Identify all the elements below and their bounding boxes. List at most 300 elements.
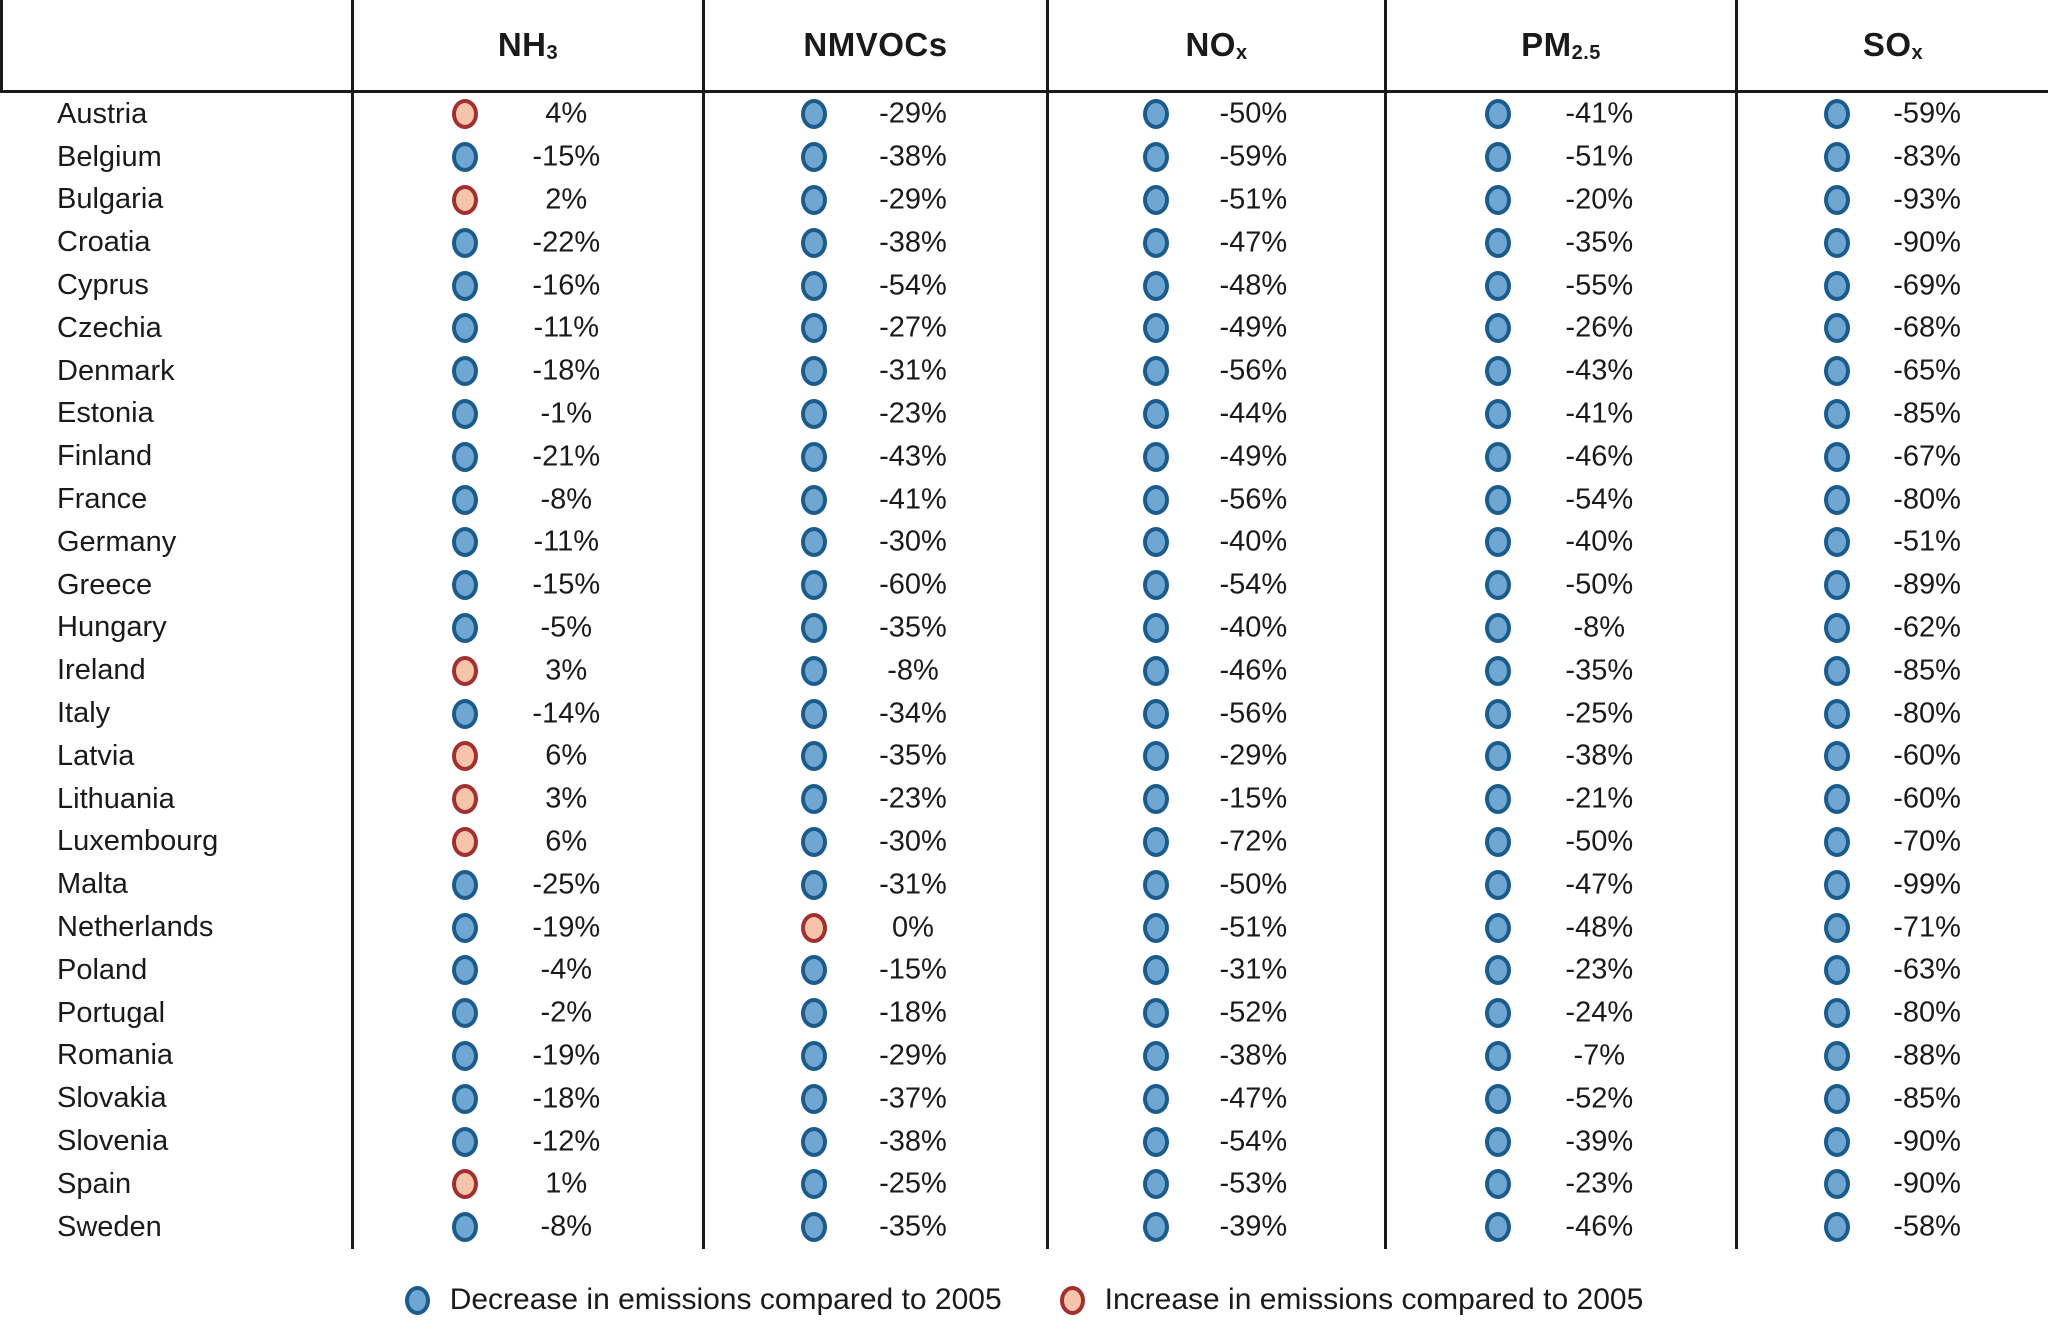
- emission-value: -51%: [1565, 140, 1634, 173]
- emission-value: -39%: [1219, 1210, 1288, 1243]
- emission-cell: [1735, 93, 2048, 136]
- table-row: [0, 221, 2048, 264]
- emission-cell: [1384, 478, 1735, 521]
- emission-cell: [351, 564, 702, 607]
- emission-value: -38%: [1565, 739, 1634, 772]
- emission-value: -56%: [1219, 697, 1288, 730]
- emission-cell: [702, 350, 1046, 393]
- emission-value: -27%: [879, 311, 947, 344]
- emission-value: -38%: [879, 1125, 947, 1158]
- table-row: [0, 521, 2048, 564]
- country-label: Poland: [57, 953, 148, 986]
- emission-value: -83%: [1893, 140, 1961, 173]
- table-row: [0, 393, 2048, 436]
- emission-cell: [1735, 136, 2048, 179]
- emission-value: 0%: [892, 911, 934, 944]
- country-label: Luxembourg: [57, 825, 219, 858]
- emission-cell: [1384, 863, 1735, 906]
- country-label: Finland: [57, 440, 153, 473]
- emission-cell: [351, 93, 702, 136]
- emission-cell: [702, 521, 1046, 564]
- emission-value: -50%: [1565, 568, 1634, 601]
- emission-value: -7%: [1573, 1039, 1626, 1072]
- emission-cell: [702, 692, 1046, 735]
- emission-value: -22%: [532, 226, 601, 259]
- emission-cell: [1735, 992, 2048, 1035]
- country-label: Sweden: [57, 1210, 162, 1243]
- emission-cell: [1046, 264, 1384, 307]
- emission-value: -41%: [1565, 397, 1634, 430]
- emission-value: -50%: [1219, 97, 1288, 130]
- increase-dot-icon: [1060, 1286, 1085, 1315]
- emission-cell: [1046, 350, 1384, 393]
- emission-cell: [1735, 1163, 2048, 1206]
- emission-value: -8%: [1573, 611, 1626, 644]
- emission-value: 3%: [545, 654, 588, 687]
- emission-value: -60%: [1893, 739, 1961, 772]
- table-row: [0, 992, 2048, 1035]
- column-header-no: NO $_x$: [1046, 0, 1384, 90]
- emission-value: 2%: [545, 183, 588, 216]
- emission-cell: [1046, 307, 1384, 350]
- emission-cell: [1735, 478, 2048, 521]
- emission-cell: [351, 778, 702, 821]
- country-label: Hungary: [57, 611, 167, 644]
- emission-cell: [702, 221, 1046, 264]
- emission-value: 1%: [545, 1167, 588, 1200]
- emission-value: -51%: [1893, 525, 1961, 558]
- legend: [0, 1270, 2048, 1330]
- emission-value: -35%: [1565, 654, 1634, 687]
- emission-cell: [1046, 778, 1384, 821]
- emission-cell: [702, 93, 1046, 136]
- emission-value: 4%: [545, 97, 588, 130]
- table-row: [0, 735, 2048, 778]
- emission-cell: [1384, 992, 1735, 1035]
- emission-cell: [1384, 136, 1735, 179]
- emission-cell: [1384, 264, 1735, 307]
- emission-cell: [702, 607, 1046, 650]
- emission-cell: [1046, 821, 1384, 864]
- table-row: [0, 1163, 2048, 1206]
- emission-value: -23%: [879, 782, 947, 815]
- country-label: Bulgaria: [57, 183, 164, 216]
- emission-value: -69%: [1893, 269, 1961, 302]
- emission-cell: [1735, 1120, 2048, 1163]
- decrease-dot-icon: [405, 1286, 430, 1315]
- emission-value: -72%: [1219, 825, 1288, 858]
- emission-value: -67%: [1893, 440, 1961, 473]
- emission-value: -19%: [532, 911, 601, 944]
- emission-cell: [1046, 478, 1384, 521]
- emission-value: -35%: [879, 739, 947, 772]
- emission-value: -8%: [540, 1210, 593, 1243]
- emission-value: 3%: [545, 782, 588, 815]
- emission-cell: [351, 1120, 702, 1163]
- emission-cell: [702, 1035, 1046, 1078]
- emission-value: -20%: [1565, 183, 1634, 216]
- emission-value: -16%: [532, 269, 601, 302]
- emission-value: -38%: [879, 140, 947, 173]
- emission-cell: [1384, 778, 1735, 821]
- country-label: Slovenia: [57, 1125, 169, 1158]
- table-row: [0, 863, 2048, 906]
- emission-value: -46%: [1219, 654, 1288, 687]
- emission-value: -90%: [1893, 1125, 1961, 1158]
- emission-cell: [1384, 735, 1735, 778]
- emission-cell: [702, 949, 1046, 992]
- emission-value: -31%: [1219, 953, 1288, 986]
- table-row: [0, 136, 2048, 179]
- emission-cell: [702, 136, 1046, 179]
- emission-cell: [1384, 1206, 1735, 1249]
- emission-cell: [702, 1206, 1046, 1249]
- emission-value: -35%: [879, 611, 947, 644]
- emission-cell: [1046, 863, 1384, 906]
- table-row: [0, 179, 2048, 222]
- emission-cell: [1735, 692, 2048, 735]
- emission-value: -90%: [1893, 1167, 1961, 1200]
- emission-value: -54%: [1565, 483, 1634, 516]
- emission-cell: [351, 136, 702, 179]
- emission-value: -46%: [1565, 440, 1634, 473]
- emission-value: -85%: [1893, 397, 1961, 430]
- emission-cell: [1735, 564, 2048, 607]
- emission-value: -24%: [1565, 996, 1634, 1029]
- country-label: Romania: [57, 1039, 174, 1072]
- emission-value: -41%: [1565, 97, 1634, 130]
- table-row: [0, 307, 2048, 350]
- table-row: [0, 564, 2048, 607]
- country-label: Netherlands: [57, 911, 214, 944]
- table-row: [0, 93, 2048, 136]
- emission-cell: [351, 1077, 702, 1120]
- emission-value: -48%: [1565, 911, 1634, 944]
- emission-cell: [1735, 221, 2048, 264]
- emission-value: -43%: [1565, 354, 1634, 387]
- emission-value: -59%: [1893, 97, 1961, 130]
- emission-value: -29%: [879, 183, 947, 216]
- emission-cell: [1384, 350, 1735, 393]
- emission-value: -18%: [532, 1082, 601, 1115]
- emission-cell: [351, 1035, 702, 1078]
- emission-cell: [1735, 521, 2048, 564]
- emission-value: -85%: [1893, 1082, 1961, 1115]
- country-label: France: [57, 483, 148, 516]
- emission-value: -48%: [1219, 269, 1288, 302]
- emission-cell: [1384, 949, 1735, 992]
- emission-cell: [1384, 1163, 1735, 1206]
- emission-cell: [1384, 607, 1735, 650]
- legend-decrease-label: Decrease in emissions compared to 2005: [449, 1283, 1002, 1316]
- emission-cell: [351, 307, 702, 350]
- emission-value: -23%: [879, 397, 947, 430]
- country-label: Greece: [57, 568, 153, 601]
- emission-cell: [351, 179, 702, 222]
- emission-cell: [351, 607, 702, 650]
- emission-value: -71%: [1893, 911, 1961, 944]
- emission-value: -68%: [1893, 311, 1961, 344]
- emission-value: -47%: [1565, 868, 1634, 901]
- emission-value: -47%: [1219, 226, 1288, 259]
- emission-cell: [702, 179, 1046, 222]
- table-row: [0, 1206, 2048, 1249]
- emission-value: -40%: [1219, 611, 1288, 644]
- emission-cell: [1046, 1163, 1384, 1206]
- emission-cell: [1735, 393, 2048, 436]
- emission-value: -29%: [879, 1039, 947, 1072]
- emission-cell: [1735, 735, 2048, 778]
- emission-cell: [1046, 393, 1384, 436]
- emission-cell: [1384, 521, 1735, 564]
- emission-value: -43%: [879, 440, 947, 473]
- emission-value: -49%: [1219, 440, 1288, 473]
- column-header-nh: NH $_3$: [351, 0, 702, 90]
- emission-value: -56%: [1219, 354, 1288, 387]
- emission-cell: [1384, 221, 1735, 264]
- emission-cell: [702, 992, 1046, 1035]
- emission-value: -34%: [879, 697, 947, 730]
- emission-cell: [1735, 906, 2048, 949]
- emission-cell: [1046, 735, 1384, 778]
- emission-value: -56%: [1219, 483, 1288, 516]
- emission-value: -89%: [1893, 568, 1961, 601]
- table-row: [0, 1120, 2048, 1163]
- table-row: [0, 435, 2048, 478]
- emission-cell: [1046, 992, 1384, 1035]
- table-row: [0, 478, 2048, 521]
- country-label: Belgium: [57, 140, 162, 173]
- emission-value: -99%: [1893, 868, 1961, 901]
- emission-value: -30%: [879, 825, 947, 858]
- emission-value: -90%: [1893, 226, 1961, 259]
- emission-value: -85%: [1893, 654, 1961, 687]
- emission-value: -29%: [1219, 739, 1288, 772]
- emission-value: -80%: [1893, 996, 1961, 1029]
- emission-value: -60%: [1893, 782, 1961, 815]
- emission-cell: [702, 307, 1046, 350]
- emission-cell: [1384, 93, 1735, 136]
- emission-value: -39%: [1565, 1125, 1634, 1158]
- emission-cell: [702, 906, 1046, 949]
- emission-value: -38%: [879, 226, 947, 259]
- emission-value: -44%: [1219, 397, 1288, 430]
- emission-value: -8%: [540, 483, 593, 516]
- table-body: [0, 93, 2048, 1249]
- emission-cell: [1046, 692, 1384, 735]
- emission-cell: [1046, 1077, 1384, 1120]
- column-header-base: NH: [497, 26, 547, 63]
- emission-cell: [702, 1163, 1046, 1206]
- emission-cell: [1735, 307, 2048, 350]
- emission-value: -65%: [1893, 354, 1961, 387]
- country-label: Latvia: [57, 739, 135, 772]
- emission-cell: [1384, 307, 1735, 350]
- emission-cell: [1046, 179, 1384, 222]
- country-label: Estonia: [57, 397, 154, 430]
- emission-cell: [702, 564, 1046, 607]
- emission-value: -21%: [1565, 782, 1634, 815]
- emission-cell: [351, 692, 702, 735]
- emission-cell: [1735, 1206, 2048, 1249]
- emission-value: -31%: [879, 868, 947, 901]
- emission-value: -50%: [1219, 868, 1288, 901]
- country-label: Spain: [57, 1167, 132, 1200]
- emission-cell: [1735, 435, 2048, 478]
- emission-value: -62%: [1893, 611, 1961, 644]
- emission-value: -49%: [1219, 311, 1288, 344]
- table-row: [0, 692, 2048, 735]
- emission-value: -23%: [1565, 1167, 1634, 1200]
- emission-value: 6%: [545, 739, 588, 772]
- emission-cell: [351, 863, 702, 906]
- emission-cell: [1046, 136, 1384, 179]
- emission-value: -41%: [879, 483, 947, 516]
- table-row: [0, 607, 2048, 650]
- emission-value: -47%: [1219, 1082, 1288, 1115]
- emission-cell: [1046, 649, 1384, 692]
- table-row: [0, 350, 2048, 393]
- emission-cell: [1384, 179, 1735, 222]
- emission-cell: [351, 1206, 702, 1249]
- country-label: Cyprus: [57, 269, 149, 302]
- emission-value: -88%: [1893, 1039, 1961, 1072]
- table-row: [0, 821, 2048, 864]
- table-row: [0, 649, 2048, 692]
- country-label: Czechia: [57, 311, 162, 344]
- emission-value: 6%: [545, 825, 588, 858]
- emission-cell: [351, 264, 702, 307]
- table-row: [0, 906, 2048, 949]
- emission-value: -93%: [1893, 183, 1961, 216]
- country-label: Slovakia: [57, 1082, 167, 1115]
- emission-value: -54%: [1219, 1125, 1288, 1158]
- country-label: Portugal: [57, 996, 166, 1029]
- table-row: [0, 1077, 2048, 1120]
- country-label: Malta: [57, 868, 128, 901]
- emission-cell: [351, 435, 702, 478]
- emission-cell: [1384, 649, 1735, 692]
- emission-value: -63%: [1893, 953, 1961, 986]
- emission-cell: [1384, 393, 1735, 436]
- emission-value: -25%: [879, 1167, 947, 1200]
- emission-value: -23%: [1565, 953, 1634, 986]
- emission-value: -2%: [540, 996, 593, 1029]
- emission-value: -8%: [887, 654, 939, 687]
- country-label: Denmark: [57, 354, 175, 387]
- column-header-pm: PM $_{2.5}$: [1384, 0, 1735, 90]
- emission-value: -46%: [1565, 1210, 1634, 1243]
- emission-value: -51%: [1219, 183, 1288, 216]
- emission-value: -58%: [1893, 1210, 1961, 1243]
- legend-increase-label: Increase in emissions compared to 2005: [1104, 1283, 1644, 1316]
- column-header-nmvocs: [702, 0, 1046, 90]
- emission-value: -38%: [1219, 1039, 1288, 1072]
- emission-cell: [351, 393, 702, 436]
- emission-cell: [351, 821, 702, 864]
- emission-cell: [1046, 93, 1384, 136]
- emission-cell: [1384, 692, 1735, 735]
- emission-cell: [1384, 1077, 1735, 1120]
- emission-value: -1%: [540, 397, 593, 430]
- emission-cell: [351, 1163, 702, 1206]
- emission-cell: [702, 264, 1046, 307]
- country-label: Germany: [57, 525, 177, 558]
- emission-cell: [1384, 435, 1735, 478]
- emission-value: -51%: [1219, 911, 1288, 944]
- emission-cell: [702, 863, 1046, 906]
- emission-cell: [1735, 821, 2048, 864]
- emission-cell: [702, 1120, 1046, 1163]
- emission-cell: [1046, 1120, 1384, 1163]
- emission-cell: [702, 778, 1046, 821]
- emission-cell: [1735, 778, 2048, 821]
- country-label: Lithuania: [57, 782, 175, 815]
- emission-value: -25%: [532, 868, 601, 901]
- country-label: Austria: [57, 97, 148, 130]
- emission-value: -35%: [1565, 226, 1634, 259]
- emission-cell: [702, 821, 1046, 864]
- emission-cell: [1384, 1035, 1735, 1078]
- emission-cell: [1384, 906, 1735, 949]
- emission-cell: [351, 992, 702, 1035]
- emission-value: -30%: [879, 525, 947, 558]
- emission-value: -52%: [1219, 996, 1288, 1029]
- emission-value: -5%: [540, 611, 593, 644]
- emission-value: -50%: [1565, 825, 1634, 858]
- emission-cell: [1735, 607, 2048, 650]
- emission-value: -59%: [1219, 140, 1288, 173]
- emission-value: -70%: [1893, 825, 1961, 858]
- emission-cell: [1384, 821, 1735, 864]
- table-row: [0, 949, 2048, 992]
- emission-value: -40%: [1565, 525, 1634, 558]
- table-row: [0, 778, 2048, 821]
- emission-value: -12%: [532, 1125, 601, 1158]
- emission-value: -15%: [879, 953, 947, 986]
- emission-cell: [1046, 221, 1384, 264]
- emission-cell: [351, 350, 702, 393]
- emission-value: -25%: [1565, 697, 1634, 730]
- table-header: [0, 0, 2048, 93]
- emission-value: -80%: [1893, 697, 1961, 730]
- emission-cell: [1046, 521, 1384, 564]
- emission-cell: [351, 949, 702, 992]
- emission-value: -31%: [879, 354, 947, 387]
- emission-cell: [1046, 435, 1384, 478]
- emission-cell: [351, 735, 702, 778]
- emission-value: -14%: [532, 697, 601, 730]
- emission-value: -54%: [879, 269, 947, 302]
- emission-value: -15%: [1219, 782, 1288, 815]
- country-label: Italy: [57, 697, 111, 730]
- emission-value: -52%: [1565, 1082, 1634, 1115]
- emission-cell: [1735, 350, 2048, 393]
- emission-cell: [1046, 949, 1384, 992]
- emission-cell: [351, 521, 702, 564]
- emission-cell: [702, 393, 1046, 436]
- emission-cell: [1046, 607, 1384, 650]
- emission-value: -11%: [533, 311, 600, 344]
- emission-cell: [1384, 1120, 1735, 1163]
- emission-cell: [702, 649, 1046, 692]
- column-header-base: NO: [1185, 26, 1236, 63]
- emission-value: -60%: [879, 568, 947, 601]
- emission-cell: [351, 649, 702, 692]
- emission-cell: [702, 478, 1046, 521]
- country-label: Croatia: [57, 226, 151, 259]
- emission-cell: [1735, 264, 2048, 307]
